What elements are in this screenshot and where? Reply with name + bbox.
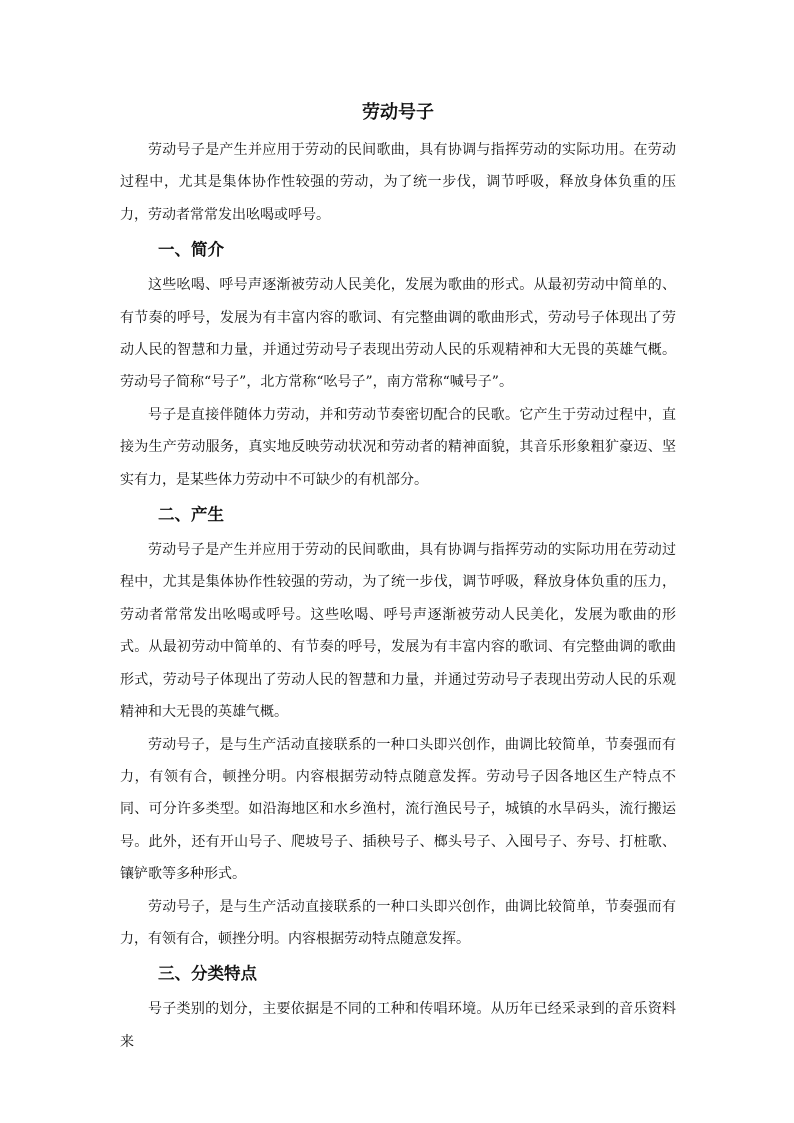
section-heading-intro: 一、简介 (158, 240, 224, 260)
document-body (120, 100, 676, 1058)
section-paragraph: 号子类别的划分，主要依据是不同的工种和传唱环境。从历年已经采录到的音乐资料来 (120, 1001, 676, 1050)
section-paragraph: 这些吆喝、呼号声逐渐被劳动人民美化，发展为歌曲的形式。从最初劳动中简单的、有节奏的呼号，发展为有丰富内容的歌词、有完整曲调的歌曲形式，劳动号子体现出了劳动人民的智慧和力量，并通过劳动号子表现出劳动人民的乐观精神和大无畏的英雄气概。劳动号子简称“号子”，北方常称“吆号子”，南方常称“喊号子”。 (120, 277, 676, 391)
section-paragraph: 劳动号子，是与生产活动直接联系的一种口头即兴创作，曲调比较简单，节奏强而有力，有领有合，顿挫分明。内容根据劳动特点随意发挥。 (120, 898, 676, 947)
section-paragraph: 劳动号子，是与生产活动直接联系的一种口头即兴创作，曲调比较简单，节奏强而有力，有领有合，顿挫分明。内容根据劳动特点随意发挥。劳动号子因各地区生产特点不同、可分许多类型。如沿海地区和水乡渔村，流行渔民号子，城镇的水旱码头，流行搬运号。此外，还有开山号子、爬坡号子、插秧号子、榔头号子、入囤号子、夯号、打桩歌、镶铲歌等多种形式。 (120, 736, 676, 883)
section-heading-classification: 三、分类特点 (158, 964, 257, 984)
section-heading-origin: 二、产生 (158, 505, 224, 525)
section-paragraph: 号子是直接伴随体力劳动，并和劳动节奏密切配合的民歌。它产生于劳动过程中，直接为生产劳动服务，真实地反映劳动状况和劳动者的精神面貌，其音乐形象粗犷豪迈、坚实有力，是某些体力劳动中不可缺少的有机部分。 (120, 406, 676, 488)
intro-paragraph: 劳动号子是产生并应用于劳动的民间歌曲，具有协调与指挥劳动的实际功用。在劳动过程中，尤其是集体协作性较强的劳动，为了统一步伐，调节呼吸，释放身体负重的压力，劳动者常常发出吆喝或呼号。 (120, 142, 676, 223)
document-title: 劳动号子 (362, 102, 434, 123)
section-paragraph: 劳动号子是产生并应用于劳动的民间歌曲，具有协调与指挥劳动的实际功用在劳动过程中，尤其是集体协作性较强的劳动，为了统一步伐，调节呼吸，释放身体负重的压力，劳动者常常发出吆喝或呼号。这些吆喝、呼号声逐渐被劳动人民美化，发展为歌曲的形式。从最初劳动中简单的、有节奏的呼号，发展为有丰富内容的歌词、有完整曲调的歌曲形式，劳动号子体现出了劳动人民的智慧和力量，并通过劳动号子表现出劳动人民的乐观精神和大无畏的英雄气概。 (120, 542, 676, 721)
